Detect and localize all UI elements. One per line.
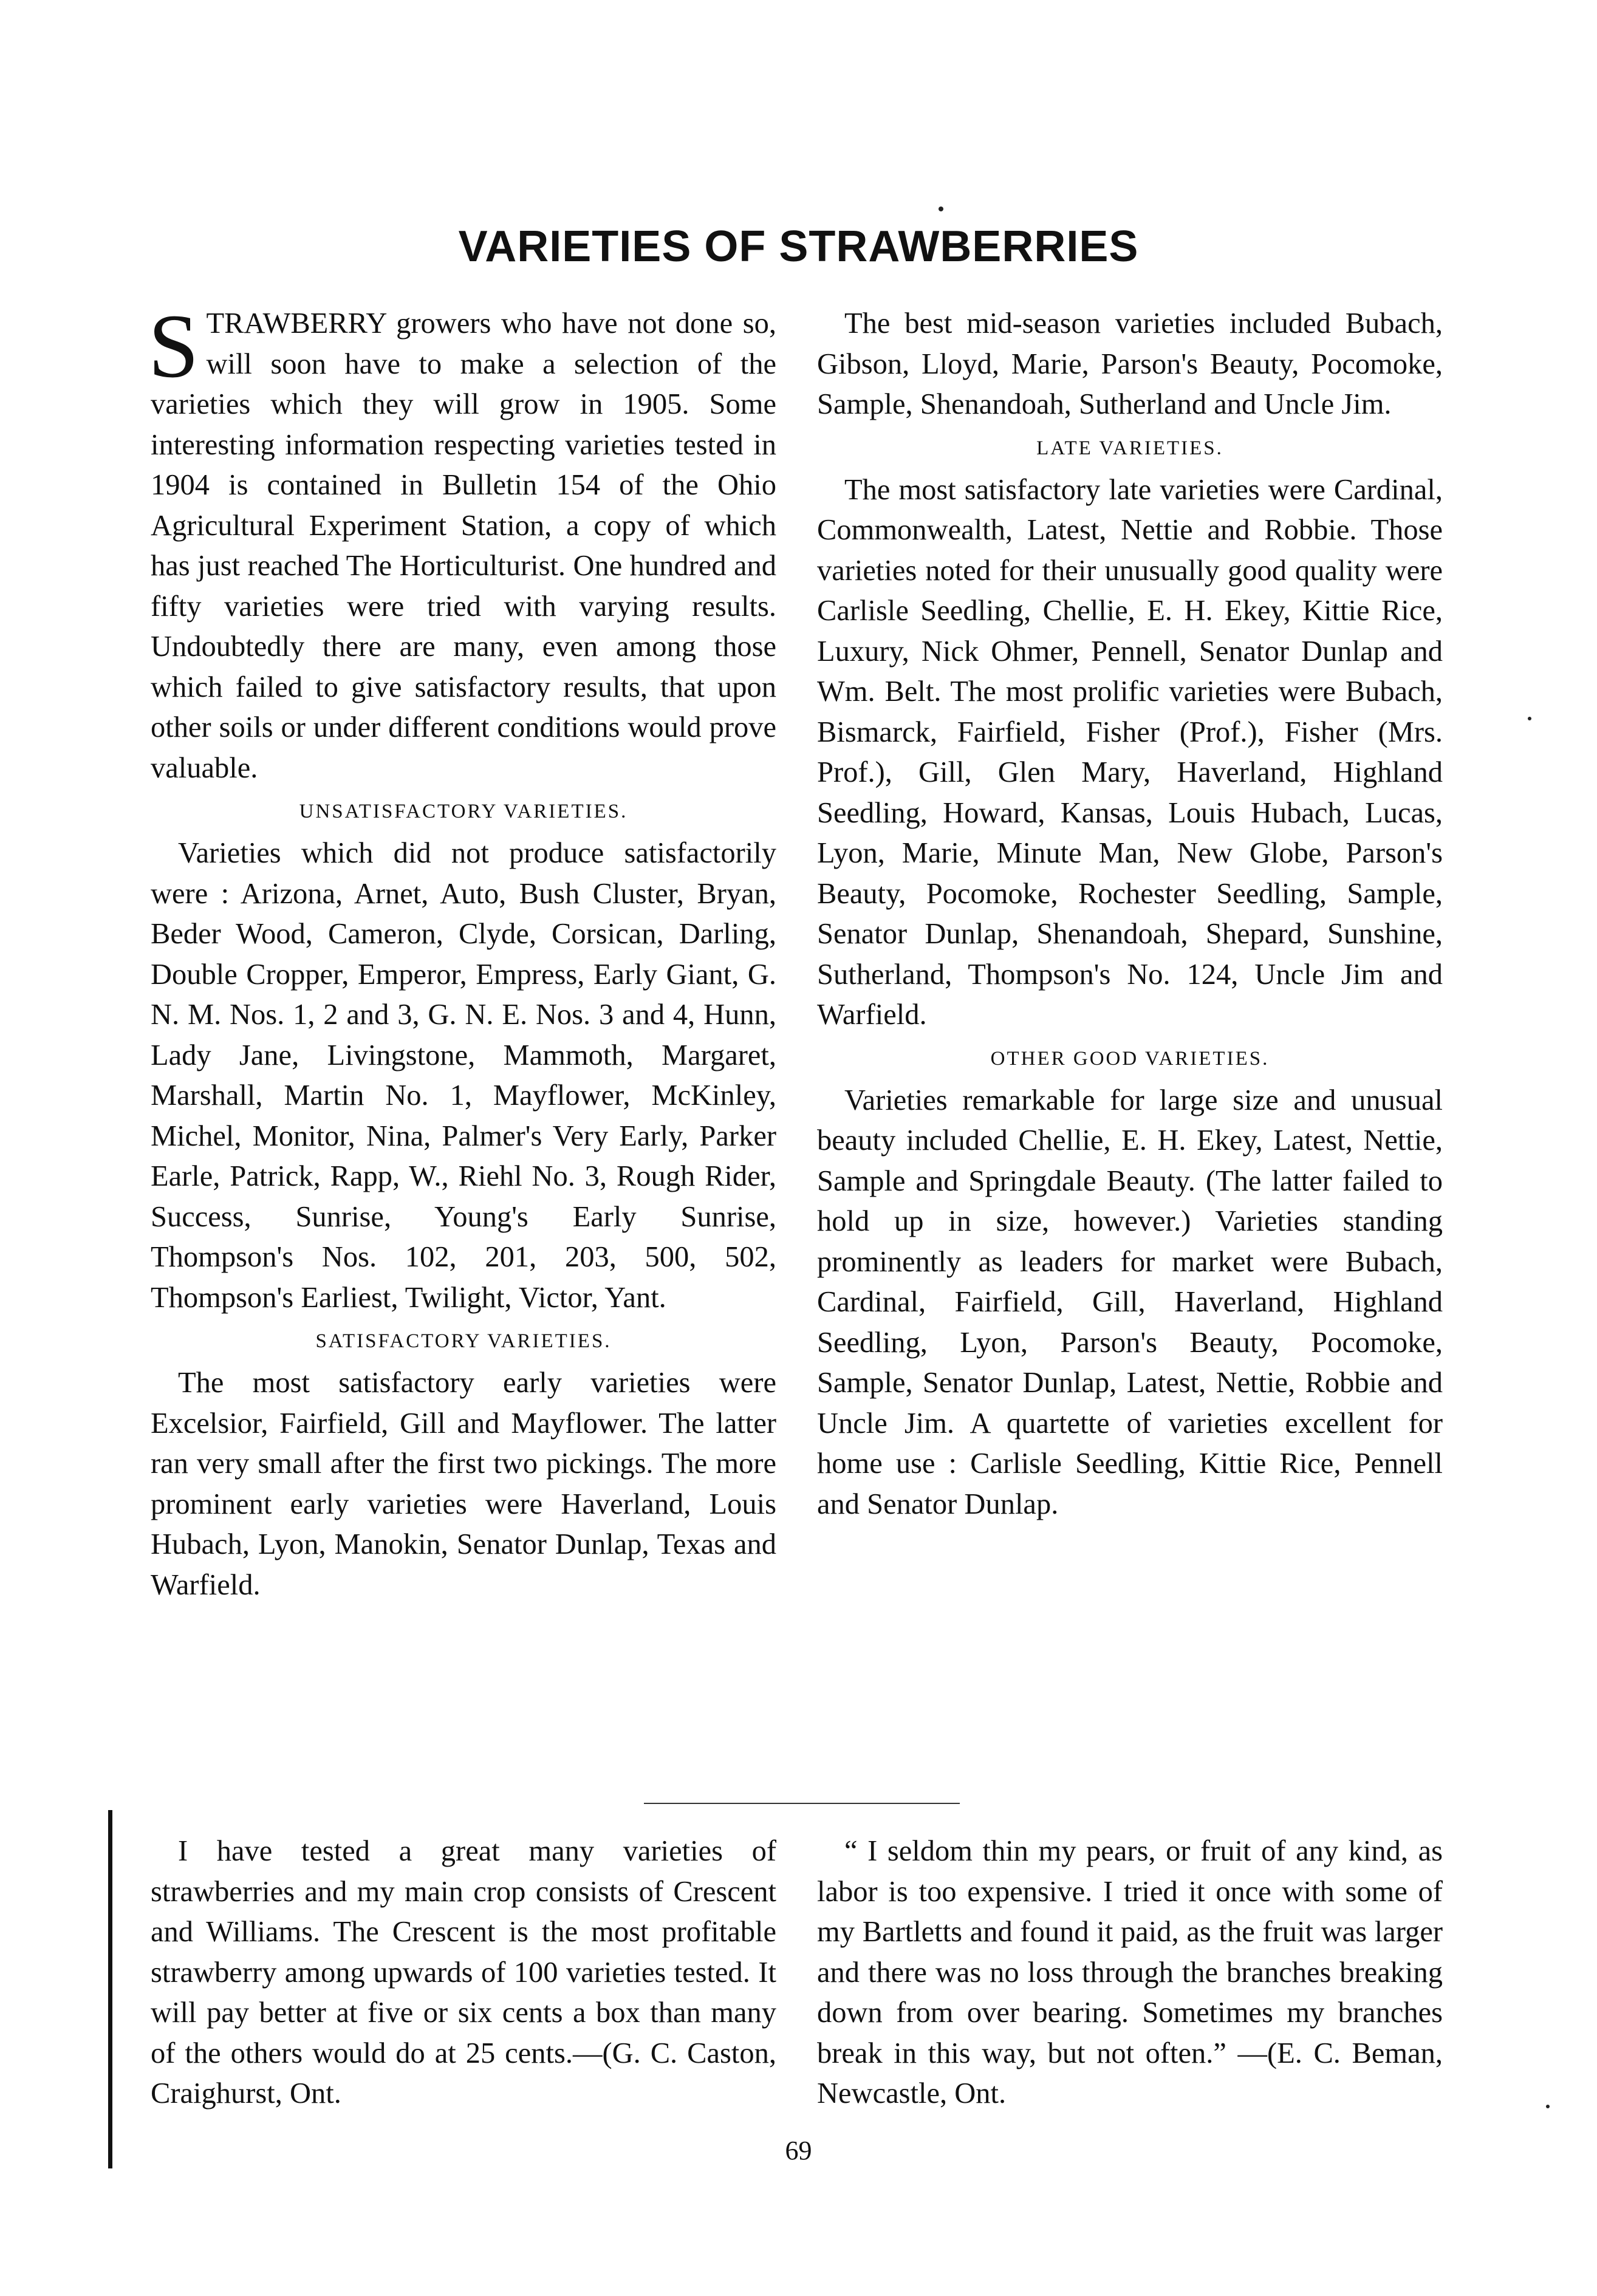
unsatisfactory-paragraph: Varieties which did not produce satisfactorily were : Arizona, Arnet, Auto, Bush Cluster, Bryan, Beder Wood, Cameron, Clyde, Corsican, Darling, Double Cropper, Emperor, Empress, Early Giant, G. N. M. Nos. 1, 2 and 3, G. N. E. Nos. 3 and 4, Hunn, Lady Jane, Livingstone, Mammoth, Margaret, Marshall, Martin No. 1, Mayflower, McKinley, Michel, Monitor, Nina, Palmer's Very Early, Parker Earle, Patrick, Rapp, W., Riehl No. 3, Rough Rider, Success, Sunrise, Young's Early Sunrise, Thompson's Nos. 102, 201, 203, 500, 502, Thompson's Earliest, Twilight, Victor, Yant. bbox=[151, 837, 776, 1314]
drop-cap: S bbox=[148, 296, 199, 397]
right-letter bbox=[817, 1831, 1443, 2114]
section-divider bbox=[644, 1803, 960, 1804]
left-column bbox=[148, 296, 776, 1605]
ink-speck bbox=[1528, 717, 1531, 720]
late-paragraph: The most satisfactory late varieties were Cardinal, Commonwealth, Latest, Nettie and Robbie. Those varieties noted for their unusually good quality were Carlisle Seedling, Chellie, E. H. Ekey, Kittie Rice, Luxury, Nick Ohmer, Pennell, Senator Dunlap and Wm. Belt. The most prolific varieties were Bubach, Bismarck, Fairfield, Fisher (Prof.), Fisher (Mrs. Prof.), Gill, Glen Mary, Haverland, Highland Seedling, Howard, Kansas, Louis Hubach, Lucas, Lyon, Marie, Minute Man, New Globe, Parson's Beauty, Pocomoke, Rochester Seedling, Sample, Senator Dunlap, Shenandoah, Shepard, Sunshine, Sutherland, Thompson's No. 124, Uncle Jim and Warfield. bbox=[817, 473, 1443, 1031]
right-column bbox=[817, 304, 1443, 1525]
other-heading: OTHER GOOD VARIETIES. bbox=[990, 1047, 1270, 1070]
ink-speck bbox=[1546, 2105, 1550, 2108]
page-number: 69 bbox=[785, 2136, 812, 2165]
satisfactory-heading: SATISFACTORY VARIETIES. bbox=[315, 1330, 612, 1352]
right-letter-text: “ I seldom thin my pears, or fruit of any kind, as labor is too expensive. I tried it once with some of my Bartletts and found it paid, as the fruit was larger and there was no loss through the branches breaking down from over bearing. Sometimes my branches break in this way, but not often.” —(E. C. Beman, Newcastle, Ont. bbox=[817, 1835, 1443, 2110]
midseason-paragraph: The best mid-season varieties included Bubach, Gibson, Lloyd, Marie, Parson's Beauty, Pocomoke, Sample, Shenandoah, Sutherland and Uncle Jim. bbox=[817, 307, 1443, 420]
ink-speck bbox=[939, 207, 943, 211]
late-heading: LATE VARIETIES. bbox=[1036, 437, 1223, 459]
unsatisfactory-heading: UNSATISFACTORY VARIETIES. bbox=[299, 801, 628, 822]
intro-paragraph bbox=[148, 296, 776, 788]
margin-rule bbox=[108, 1810, 112, 2168]
intro-text: TRAWBERRY growers who have not done so, will soon have to make a selection of the varieties which they will grow in 1905. Some interesting information respecting varieties tested in 1904 is contained in Bulletin 154 of the Ohio Agricultural Experiment Station, a copy of which has just reached The Horticulturist. One hundred and fifty varieties were tried with varying results. Undoubtedly there are many, even among those which failed to give satisfactory results, that upon other soils or under different conditions would prove valuable. bbox=[151, 307, 776, 784]
other-paragraph: Varieties remarkable for large size and unusual beauty included Chellie, E. H. Ekey, Latest, Nettie, Sample and Springdale Beauty. (The latter failed to hold up in size, however.) Varieties standing prominently as leaders for market were Bubach, Cardinal, Fairfield, Gill, Haverland, Highland Seedling, Lyon, Parson's Beauty, Pocomoke, Sample, Senator Dunlap, Latest, Nettie, Robbie and Uncle Jim. A quartette of varieties excellent for home use : Carlisle Seedling, Kittie Rice, Pennell and Senator Dunlap. bbox=[817, 1084, 1443, 1520]
left-letter-text: I have tested a great many varieties of strawberries and my main crop consists of Crescent and Williams. The Crescent is the most profitable strawberry among upwards of 100 varieties tested. It will pay better at five or six cents a box than many of the others would do at 25 cents.—(G. C. Caston, Craighurst, Ont. bbox=[151, 1835, 776, 2110]
left-letter bbox=[151, 1831, 776, 2114]
satisfactory-paragraph: The most satisfactory early varieties were Excelsior, Fairfield, Gill and Mayflower. The latter ran very small after the first two pickings. The more prominent early varieties were Haverland, Louis Hubach, Lyon, Manokin, Senator Dunlap, Texas and Warfield. bbox=[151, 1367, 776, 1601]
article-title: VARIETIES OF STRAWBERRIES bbox=[458, 222, 1139, 271]
